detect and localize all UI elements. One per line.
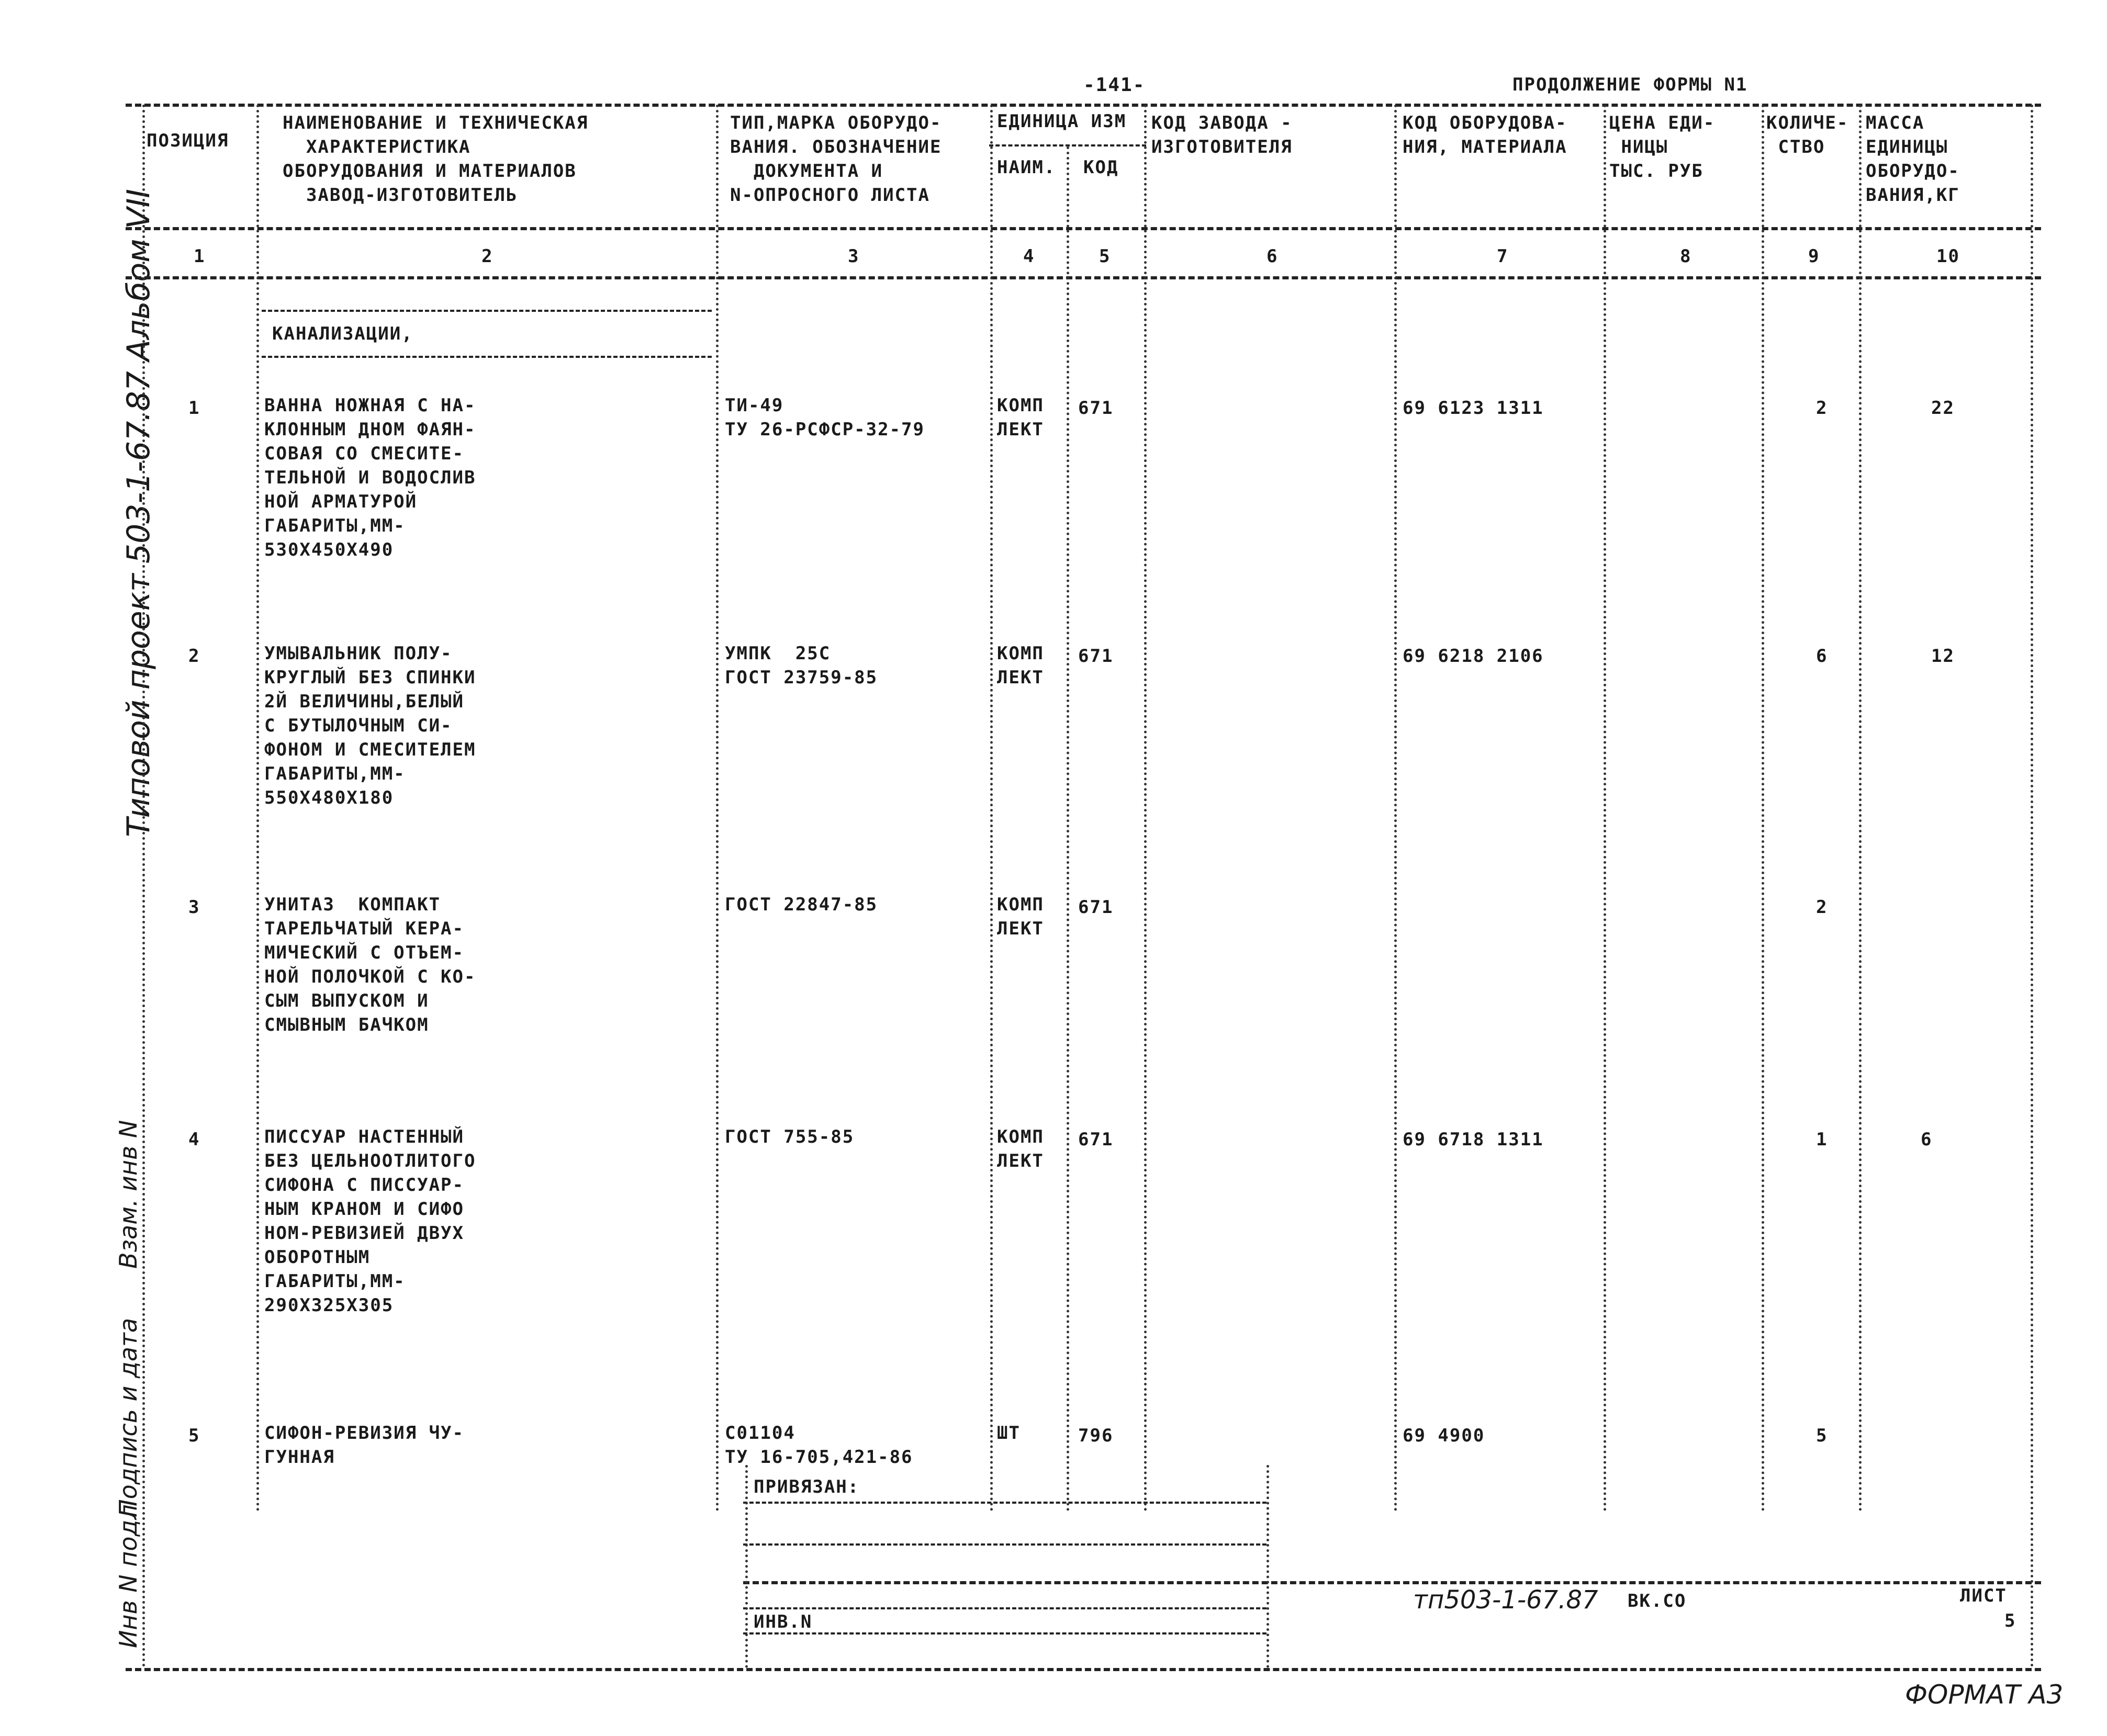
row-5-qty: 5: [1816, 1425, 1828, 1446]
sheet-label: ЛИСТ: [1960, 1585, 2007, 1606]
row-4-pos: 4: [188, 1129, 200, 1150]
header-quantity: КОЛИЧЕ- СТВО: [1766, 112, 1849, 157]
rule-numbers-bottom: [126, 276, 2041, 279]
header-type: ТИП,МАРКА ОБОРУДО- ВАНИЯ. ОБОЗНАЧЕНИЕ ДОКУМЕНТА И N-ОПРОСНОГО ЛИСТА: [730, 112, 942, 206]
col-number-7: 7: [1497, 246, 1509, 267]
col-number-10: 10: [1936, 246, 1960, 267]
section-box-bottom: [262, 356, 712, 358]
stamp-rule-1: [743, 1502, 1267, 1504]
row-3-name: УНИТАЗ КОМПАКТ ТАРЕЛЬЧАТЫЙ КЕРА- МИЧЕСКИЙ С ОТЪЕМ- НОЙ ПОЛОЧКОЙ С КО- СЫМ ВЫПУСКОМ И СМЫВНЫМ БАЧКОМ: [264, 894, 476, 1035]
stamp-sep-1: [745, 1465, 748, 1668]
header-name: НАИМЕНОВАНИЕ И ТЕХНИЧЕСКАЯ ХАРАКТЕРИСТИКА ОБОРУДОВАНИЯ И МАТЕРИАЛОВ ЗАВОД-ИЗГОТОВИТЕЛЬ: [283, 112, 589, 206]
row-3-pos: 3: [188, 897, 200, 918]
row-3-type: ГОСТ 22847-85: [725, 894, 878, 915]
col-sep-4: [1067, 146, 1069, 1512]
col-sep-3: [990, 105, 993, 1512]
doc-suffix: ВК.СО: [1628, 1591, 1687, 1611]
row-4-qty: 1: [1816, 1129, 1828, 1150]
header-unit-code: КОД: [1083, 157, 1119, 178]
col-sep-1: [256, 105, 259, 1512]
col-sep-9: [1859, 105, 1862, 1512]
stamp-sep-2: [1267, 1465, 1269, 1668]
header-factory-code: КОД ЗАВОДА - ИЗГОТОВИТЕЛЯ: [1151, 112, 1293, 157]
row-3-unit: КОМП ЛЕКТ: [997, 894, 1044, 939]
row-5-type: С01104 ТУ 16-705,421-86: [725, 1423, 913, 1468]
row-2-qty: 6: [1816, 646, 1828, 667]
header-unit: ЕДИНИЦА ИЗМ: [997, 111, 1127, 132]
row-2-name: УМЫВАЛЬНИК ПОЛУ- КРУГЛЫЙ БЕЗ СПИНКИ 2Й ВЕЛИЧИНЫ,БЕЛЫЙ С БУТЫЛОЧНЫМ СИ- ФОНОМ И СМЕСИТЕЛЕМ ГАБАРИТЫ,ММ- 550Х480Х180: [264, 643, 476, 808]
row-2-unit: КОМП ЛЕКТ: [997, 643, 1044, 688]
row-5-code: 796: [1078, 1425, 1114, 1446]
header-equipment-code: КОД ОБОРУДОВА- НИЯ, МАТЕРИАЛА: [1403, 112, 1567, 157]
paper-format: ФОРМАТ А3: [1905, 1679, 2064, 1710]
row-4-mass: 6: [1921, 1129, 1933, 1150]
col-number-2: 2: [481, 246, 494, 267]
stamp-rule-5: [743, 1632, 1267, 1634]
col-number-8: 8: [1680, 246, 1692, 267]
col-number-5: 5: [1099, 246, 1111, 267]
row-1-code: 671: [1078, 398, 1114, 419]
col-sep-8: [1762, 105, 1764, 1512]
row-4-unit: КОМП ЛЕКТ: [997, 1126, 1044, 1171]
stamp-inv: ИНВ.N: [754, 1611, 813, 1632]
rule-bottom: [126, 1668, 2041, 1671]
row-1-mass: 22: [1931, 398, 1955, 419]
row-2-pos: 2: [188, 646, 200, 667]
row-5-pos: 5: [188, 1425, 200, 1446]
stamp-rule-2: [743, 1543, 1267, 1546]
row-2-mass: 12: [1931, 646, 1955, 667]
row-2-code-eq: 69 6218 2106: [1403, 646, 1544, 667]
col-sep-0: [142, 105, 145, 1668]
row-5-unit: ШТ: [997, 1423, 1021, 1444]
stamp-label-sign: Подпись и дата: [114, 1317, 142, 1517]
stamp-rule-3: [743, 1581, 2041, 1584]
row-5-name: СИФОН-РЕВИЗИЯ ЧУ- ГУННАЯ: [264, 1423, 464, 1468]
col-number-6: 6: [1267, 246, 1279, 267]
header-unit-name: НАИМ.: [997, 157, 1056, 178]
row-5-code-eq: 69 4900: [1403, 1425, 1485, 1446]
row-1-code-eq: 69 6123 1311: [1403, 398, 1544, 419]
row-3-qty: 2: [1816, 897, 1828, 918]
rule-top: [126, 104, 2041, 107]
col-number-1: 1: [194, 246, 206, 267]
row-2-type: УМПК 25С ГОСТ 23759-85: [725, 643, 878, 688]
header-mass: МАССА ЕДИНИЦЫ ОБОРУДО- ВАНИЯ,КГ: [1866, 112, 1960, 206]
stamp-label-inv: Инв N подл: [114, 1504, 142, 1648]
continuation-label: ПРОДОЛЖЕНИЕ ФОРМЫ N1: [1512, 74, 1748, 95]
stamp-linked: ПРИВЯЗАН:: [754, 1476, 860, 1497]
col-number-3: 3: [848, 246, 860, 267]
col-number-9: 9: [1808, 246, 1820, 267]
row-1-type: ТИ-49 ТУ 26-РСФСР-32-79: [725, 395, 925, 440]
stamp-label-replace: Взам. инв N: [114, 1120, 142, 1269]
section-box-top: [262, 310, 712, 312]
col-sep-10: [2031, 105, 2033, 1668]
doc-code: тп503-1-67.87: [1413, 1585, 1598, 1615]
row-1-qty: 2: [1816, 398, 1828, 419]
rule-header-bottom: [126, 227, 2041, 230]
row-1-unit: КОМП ЛЕКТ: [997, 395, 1044, 440]
header-price: ЦЕНА ЕДИ- НИЦЫ ТЫС. РУБ: [1609, 112, 1716, 182]
sheet-number: 5: [2004, 1610, 2016, 1631]
stamp-rule-4: [743, 1607, 1267, 1609]
row-2-code: 671: [1078, 646, 1114, 667]
row-1-pos: 1: [188, 398, 200, 419]
col-sep-2: [716, 105, 719, 1512]
row-1-name: ВАННА НОЖНАЯ С НА- КЛОННЫМ ДНОМ ФАЯН- СОВАЯ СО СМЕСИТЕ- ТЕЛЬНОЙ И ВОДОСЛИВ НОЙ АРМАТУРОЙ ГАБАРИТЫ,ММ- 530Х450Х490: [264, 395, 476, 560]
header-position: ПОЗИЦИЯ: [147, 130, 229, 151]
section-title: КАНАЛИЗАЦИИ,: [272, 323, 413, 344]
col-sep-6: [1394, 105, 1397, 1512]
page-number: -141-: [1083, 74, 1146, 96]
row-4-type: ГОСТ 755-85: [725, 1126, 855, 1147]
row-4-code: 671: [1078, 1129, 1114, 1150]
project-label: Типовой проект 503-1-67.87 Альбом VII: [120, 189, 157, 837]
row-4-code-eq: 69 6718 1311: [1403, 1129, 1544, 1150]
col-sep-5: [1144, 105, 1147, 1512]
col-sep-7: [1604, 105, 1606, 1512]
row-3-code: 671: [1078, 897, 1114, 918]
col-number-4: 4: [1023, 246, 1035, 267]
row-4-name: ПИССУАР НАСТЕННЫЙ БЕЗ ЦЕЛЬНООТЛИТОГО СИФОНА С ПИССУАР- НЫМ КРАНОМ И СИФО НОМ-РЕВИЗИЕЙ ДВУХ ОБОРОТНЫМ ГАБАРИТЫ,ММ- 290Х325Х305: [264, 1126, 476, 1316]
